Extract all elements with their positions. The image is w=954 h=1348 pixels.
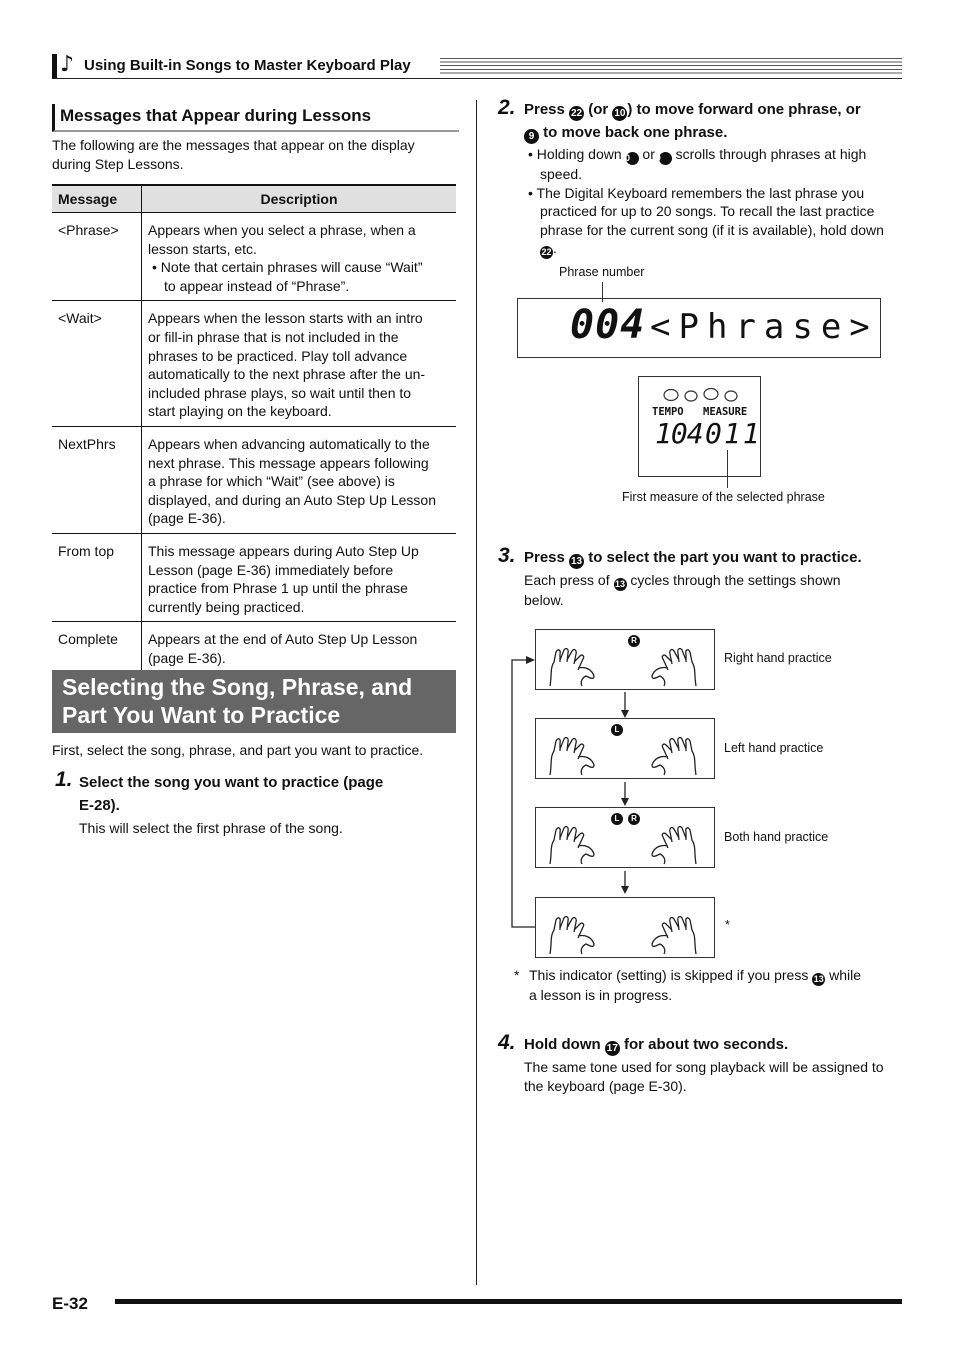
body-text: below. — [524, 592, 564, 608]
phrase-number-caption: Phrase number — [559, 265, 645, 279]
body-text: Each press of — [524, 572, 610, 588]
desc-line: currently being practiced. — [148, 598, 305, 615]
message-cell: <Phrase> — [52, 213, 142, 301]
footnote-text: a lesson is in progress. — [529, 987, 673, 1003]
desc-line: Appears when the lesson starts with an intro — [148, 310, 423, 327]
right-indicator-icon: R — [628, 813, 640, 825]
button-13-icon: 13 — [570, 556, 583, 567]
bullet-text: • Holding down — [528, 146, 622, 162]
left-indicator-icon: L — [611, 724, 623, 736]
page-number: E-32 — [52, 1294, 88, 1313]
hand-outline — [550, 649, 594, 686]
message-cell: <Wait> — [52, 301, 142, 427]
button-9-icon: 9 — [524, 129, 539, 144]
hand-panel-none — [535, 897, 715, 958]
footnote-star: * — [514, 967, 520, 983]
step-text: (or — [588, 101, 609, 118]
hand-label: Left hand practice — [724, 741, 824, 755]
bullet-text — [526, 239, 902, 259]
message-cell: Complete — [52, 622, 142, 674]
bullet-text: scrolls through phrases at high — [675, 146, 867, 162]
step4-body — [524, 1058, 884, 1096]
hand-panel-right — [535, 629, 715, 690]
bullet-item: • The Digital Keyboard remembers the last phrase you — [528, 184, 865, 201]
hand-panel-left — [535, 718, 715, 779]
desc-line: Appears when advancing automatically to the — [148, 435, 430, 452]
step-text: to select the part you want to practice. — [588, 549, 862, 566]
bullet-text: or — [642, 146, 655, 162]
lcd-phrase-text: <Phrase> — [650, 307, 878, 347]
button-10-icon: 10 — [626, 152, 639, 165]
hands-icon — [536, 826, 714, 866]
section-heading — [52, 104, 459, 132]
step3-heading — [524, 546, 862, 569]
lcd-phrase-number: 004 — [570, 302, 646, 348]
desc-line: Appears when you select a phrase, when a — [148, 222, 416, 238]
step-number: 2. — [498, 96, 516, 119]
footnote — [529, 966, 901, 1005]
section-banner — [52, 670, 456, 733]
hand-label: Both hand practice — [724, 830, 829, 844]
step-text: ) to move forward one phrase, or — [627, 101, 861, 118]
table-row — [52, 213, 456, 301]
desc-line: start playing on the keyboard. — [148, 403, 332, 420]
table-row — [52, 533, 456, 621]
bullet-item — [526, 145, 902, 165]
desc-line: phrases to be practiced. Play toll advance — [148, 347, 408, 364]
intro-line: The following are the messages that appear on the display — [52, 137, 415, 153]
indicator-ovals — [661, 387, 741, 403]
tempo-value: 104 — [655, 417, 703, 450]
step-number: 1. — [55, 768, 73, 791]
description-cell — [142, 426, 457, 533]
column-header-description: Description — [142, 185, 457, 213]
button-17-icon: 17 — [606, 1043, 618, 1054]
lcd-display — [517, 298, 881, 358]
right-indicator-icon: R — [628, 635, 640, 647]
bullet-text: practiced for up to 20 songs. To recall the last practice — [540, 203, 875, 220]
banner-title — [62, 673, 412, 729]
description-cell — [142, 213, 457, 301]
banner-line: Part You Want to Practice — [62, 702, 341, 728]
button-9-icon: 9 — [659, 152, 672, 165]
left-indicator-icon: L — [611, 813, 623, 825]
footnote-text: while — [829, 967, 862, 983]
hand-panel-both — [535, 807, 715, 868]
bullet-text: speed. — [540, 166, 583, 182]
desc-line: lesson starts, etc. — [148, 240, 257, 257]
desc-line: (page E-36). — [148, 649, 226, 666]
description-cell — [142, 533, 457, 621]
column-divider — [476, 100, 477, 1285]
step-text: for about two seconds. — [624, 1036, 789, 1053]
step-line: Select the song you want to practice (page — [79, 774, 384, 791]
button-13-icon: 13 — [813, 974, 824, 984]
hands-icon — [536, 737, 714, 777]
header-staff-lines — [440, 58, 902, 74]
message-cell: From top — [52, 533, 142, 621]
desc-note: • Note that certain phrases will cause “Wait” — [152, 259, 423, 276]
desc-line: practice from Phrase 1 up until the phrase — [148, 580, 408, 597]
step-text: Hold down — [524, 1036, 601, 1053]
step4-heading — [524, 1033, 788, 1056]
section-heading-text: Messages that Appear during Lessons — [60, 106, 372, 125]
description-cell — [142, 622, 457, 674]
tempo-label: TEMPO — [652, 406, 684, 418]
body-text: The same tone used for song playback will be assigned to — [524, 1059, 884, 1075]
step-text: Press — [524, 101, 565, 118]
bullet-text: phrase for the current song (if it is available), hold down — [540, 221, 884, 238]
button-22-icon: 22 — [541, 247, 552, 258]
music-note-icon: ♪ — [60, 52, 75, 77]
desc-line: This message appears during Auto Step Up — [148, 542, 419, 559]
button-13-icon: 13 — [614, 579, 625, 589]
step-number: 4. — [498, 1031, 516, 1054]
hand-label: Right hand practice — [724, 651, 832, 665]
hand-outline — [652, 738, 696, 775]
bullet-text: . — [553, 240, 557, 257]
banner-intro: First, select the song, phrase, and part you want to practice. — [52, 742, 424, 758]
step-number: 3. — [498, 544, 516, 567]
desc-line: or fill-in phrase that is not included in the — [148, 328, 399, 345]
measure-value: 011 — [705, 417, 762, 450]
desc-line: a phrase for which “Wait” (see above) is — [148, 473, 395, 490]
step2-bullets — [526, 145, 902, 259]
hand-outline — [652, 917, 696, 954]
desc-line: (page E-36). — [148, 510, 226, 527]
footnote-text: This indicator (setting) is skipped if you press — [529, 967, 809, 983]
messages-table — [52, 184, 456, 674]
button-10-icon: 10 — [614, 108, 626, 119]
table-row — [52, 622, 456, 674]
table-row — [52, 426, 456, 533]
step3-body — [524, 571, 841, 610]
step-text: Press — [524, 549, 565, 566]
intro-line: during Step Lessons. — [52, 156, 184, 172]
step-text: to move back one phrase. — [543, 124, 728, 141]
desc-line: included phrase plays, so wait until then to — [148, 384, 412, 401]
hands-icon — [536, 648, 714, 688]
step-line: E-28). — [79, 797, 120, 814]
intro-text — [52, 136, 415, 174]
step1-body: This will select the first phrase of the song. — [79, 820, 343, 836]
tempo-measure-display — [638, 376, 761, 477]
desc-line: Appears at the end of Auto Step Up Lesson — [148, 631, 418, 648]
hand-outline — [652, 827, 696, 864]
body-text: the keyboard (page E-30). — [524, 1078, 687, 1094]
table-header-row — [52, 185, 456, 213]
hand-label: * — [725, 918, 730, 932]
hand-outline — [550, 738, 594, 775]
message-cell: NextPhrs — [52, 426, 142, 533]
body-text: cycles through the settings shown — [630, 572, 841, 588]
hand-outline — [652, 649, 696, 686]
hands-icon — [536, 916, 714, 956]
banner-line: Selecting the Song, Phrase, and — [62, 674, 413, 700]
button-22-icon: 22 — [570, 108, 583, 119]
desc-note: to appear instead of “Phrase”. — [164, 277, 350, 294]
column-header-message: Message — [52, 185, 142, 213]
desc-line: Lesson (page E-36) immediately before — [148, 561, 394, 578]
header-title: Using Built-in Songs to Master Keyboard Play — [84, 57, 411, 74]
description-cell — [142, 301, 457, 427]
caption-pointer-line — [727, 450, 728, 488]
footer-rule — [115, 1299, 902, 1304]
table-row — [52, 301, 456, 427]
desc-line: automatically to the next phrase after the un- — [148, 366, 426, 383]
measure-label: MEASURE — [703, 406, 748, 418]
desc-line: displayed, and during an Auto Step Up Lesson — [148, 491, 436, 508]
desc-line: next phrase. This message appears following — [148, 454, 429, 471]
hand-outline — [550, 827, 594, 864]
first-measure-caption: First measure of the selected phrase — [622, 490, 825, 504]
header-left-bar — [52, 54, 57, 78]
step2-heading — [524, 98, 904, 144]
step1-heading — [79, 771, 383, 817]
hand-outline — [550, 917, 594, 954]
